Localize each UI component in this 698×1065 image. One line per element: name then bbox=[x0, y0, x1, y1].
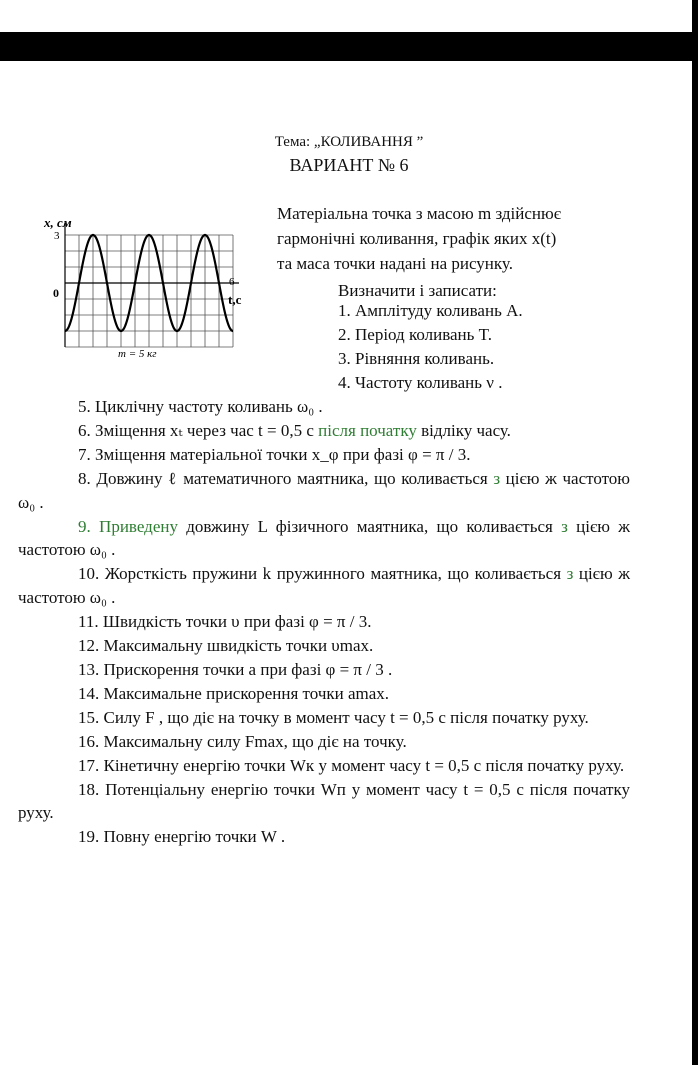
task-4: 4. Частоту коливань ν . bbox=[338, 373, 503, 392]
variant-title: ВАРИАНТ № 6 bbox=[289, 155, 409, 175]
task-header: Визначити і записати: bbox=[338, 281, 497, 300]
task-18: 18. Потенціальну енергію точки Wп у момент часу t = 0,5 с після початку руху. bbox=[18, 779, 630, 822]
task-15: 15. Силу F , що діє на точку в момент часу t = 0,5 с після початку руху. bbox=[78, 707, 589, 727]
y-tick-3: 3 bbox=[54, 230, 60, 242]
task-2: 2. Період коливань T. bbox=[338, 325, 493, 344]
intro-line-3: та маса точки надані на рисунку. bbox=[277, 254, 513, 273]
topic-line: Тема: „КОЛИВАННЯ ” bbox=[274, 134, 424, 150]
oscillation-graph bbox=[38, 211, 260, 363]
short-task-list bbox=[338, 299, 523, 395]
task-3: 3. Рівняння коливань. bbox=[338, 349, 495, 368]
graph-grid bbox=[65, 235, 233, 347]
task-17: 17. Кінетичну енергію точки Wк у момент часу t = 0,5 с після початку руху. bbox=[78, 755, 625, 775]
task-14: 14. Максимальне прискорення точки amax. bbox=[78, 683, 390, 703]
task-12: 12. Максимальну швидкість точки υmax. bbox=[78, 635, 374, 655]
problem-intro bbox=[277, 201, 633, 276]
mass-label: m = 5 кг bbox=[118, 348, 157, 360]
task-13: 13. Прискорення точки a при фазі φ = π / 3 . bbox=[78, 659, 393, 679]
task-7: 7. Зміщення матеріальної точки x_φ при фазі φ = π / 3. bbox=[78, 445, 471, 464]
y-tick-0: 0 bbox=[53, 286, 59, 300]
intro-line-2: гармонічні коливання, графік яких x(t) bbox=[277, 229, 557, 248]
task-11: 11. Швидкість точки υ при фазі φ = π / 3. bbox=[78, 611, 372, 631]
task-8: 8. Довжину ℓ математичного маятника, що коливається з цією ж частотою ω₀ . bbox=[18, 469, 630, 512]
task-5: 5. Циклічну частоту коливань ω₀ . bbox=[78, 397, 323, 416]
y-axis-label: x, см bbox=[44, 215, 72, 230]
graph-axes bbox=[65, 223, 239, 347]
task-19: 19. Повну енергію точки W . bbox=[78, 827, 286, 846]
task-1: 1. Амплітуду коливань A. bbox=[338, 301, 523, 320]
task-items bbox=[18, 395, 630, 849]
top-black-bar bbox=[0, 0, 698, 61]
intro-line-1: Матеріальна точка з масою m здійснює bbox=[277, 204, 561, 223]
task-10: 10. Жорсткість пружини k пружинного маятника, що коливається з цією ж частотою ω₀ . bbox=[18, 564, 630, 607]
x-axis-label: t,с bbox=[228, 292, 242, 307]
task-9: 9. Приведену довжину L фізичного маятника, що коливається з цією ж частотою ω₀ . bbox=[18, 516, 630, 559]
task-16: 16. Максимальну силу Fmax, що діє на точку. bbox=[78, 731, 407, 751]
x-tick-6: 6 bbox=[229, 276, 235, 288]
task-6: 6. Зміщення xₜ через час t = 0,5 с після початку відліку часу. bbox=[78, 421, 511, 440]
